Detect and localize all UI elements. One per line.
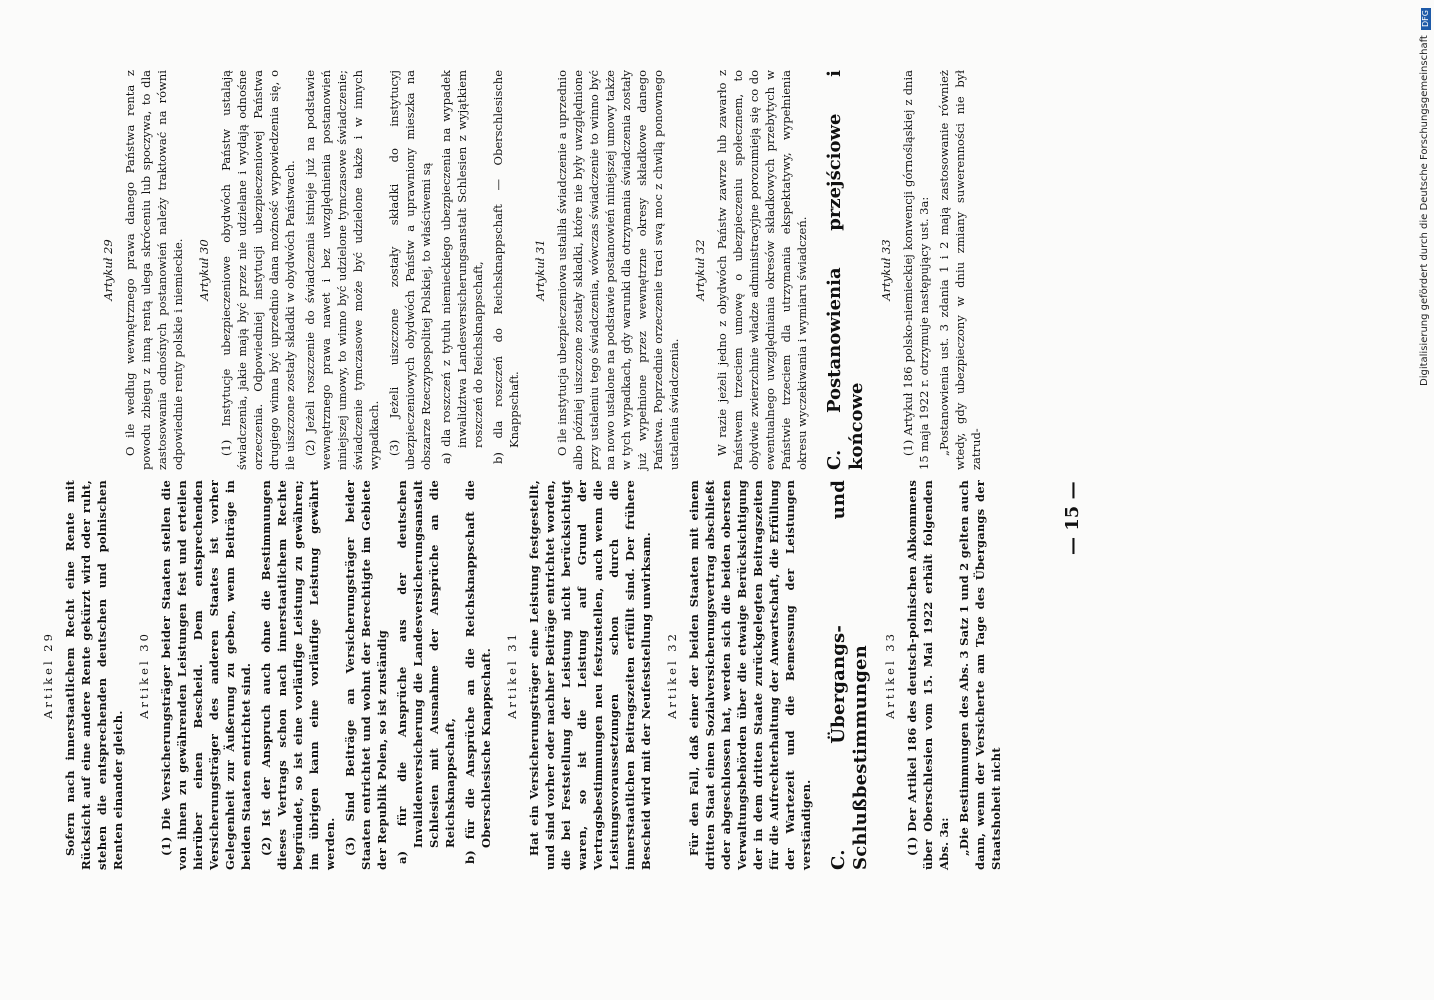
polish-article-30-title: Artykuł 30 (197, 239, 211, 301)
polish-article-30-para-2: (2) Jeżeli roszczenie do świadczenia istnieje już na podstawie wewnętrznego prawa nawet i bez uwzględnienia postanowień niniejszej umowy, to winno być udzielone tymczasowe świadczenie; świadczenie tymczasowe może być udzielone także i w innych wypadkach. (303, 70, 381, 470)
german-article-33-quote: „Die Bestimmungen des Abs. 3 Satz 1 und 2 gelten auch dann, wenn der Versicherte am Tage des Übergangs der Staatshoheit nicht (957, 480, 1003, 870)
german-article-30-para-1: (1) Die Versicherungsträger beider Staaten stellen die von ihnen zu gewährenden Leistungen fest und erteilen hierüber einen Bescheid. Dem entsprechenden Versicherungsträger des anderen Staates ist vorher Gelegenheit zur Äußerung zu geben, wenn Beiträge in beiden Staaten entrichtet sind. (159, 480, 253, 870)
polish-article-30-para-3: (3) Jeżeli uiszczone zostały składki do instytucyj ubezpieczeniowych obydwóch Państw a uprawniony mieszka na obszarze Rzeczypospolitej Polskiej, to właściwemi są (387, 70, 433, 470)
german-article-33-text: (1) Der Artikel 186 des deutsch-polnischen Abkommens über Oberschlesien vom 15. Mai 1922 erhält folgenden Abs. 3a: (905, 480, 951, 870)
german-article-29-title: Artikel 29 (41, 631, 55, 719)
polish-article-33-quote: „Postanowienia ust. 3 zdania 1 i 2 mają zastosowanie również wtedy, gdy ubezpieczony w dniu zmiany suwerenności nie był zatrud- (937, 70, 983, 470)
polish-article-29-text: O ile według wewnętrznego prawa danego Państwa renta z powodu zbiegu z inną rentą ulega skróceniu lub spoczywa, to dla zastosowania odnośnych postanowień należy traktować na równi odpowiednie renty polskie i niemieckie. (123, 70, 185, 470)
german-article-30-item-b: b) für die Ansprüche an die Reichsknappschaft die Oberschlesische Knappschaft. (463, 480, 493, 864)
polish-article-32-text: W razie jeżeli jedno z obydwóch Państw zawrze lub zawarło z Państwem trzeciem umowę o ubezpieczeniu społecznem, to obydwie zwierzchnie władze administracyjne porozumieją się co do ewentualnego uwzględniania okresów składkowych przebytych w Państwie trzeciem dla utrzymania ekspektatywy, wypełnienia okresu wyczekiwania i wymiaru świadczeń. (715, 70, 809, 470)
german-column (30, 480, 1008, 870)
dfg-logo-icon: DFG (1421, 8, 1431, 30)
german-article-30-item-a: a) für die Ansprüche aus der deutschen Invalidenversicherung die Landesversicherungsanstalt Schlesien mit Ausnahme der Ansprüche an die Reichsknappschaft, (395, 480, 457, 864)
german-article-29-text: Sofern nach innerstaatlichem Recht eine Rente mit Rücksicht auf eine andere Rente gekürzt wird oder ruht, stehen die entsprechenden deutschen und polnischen Renten einander gleich. (63, 480, 125, 870)
german-article-32-title: Artikel 32 (665, 631, 679, 719)
polish-article-30-item-b: b) dla roszczeń do Reichsknappschaft — Oberschlesische Knappschaft. (491, 70, 521, 464)
german-section-c-heading: C. Übergangs- und Schlußbestimmungen (828, 480, 871, 870)
polish-article-33-text: (1) Artykuł 186 polsko-niemieckiej konwencji górnośląskiej z dnia 15 maja 1922 r. otrzymuje następujący ust. 3a: (901, 70, 931, 470)
polish-article-33-title: Artykuł 33 (879, 239, 893, 301)
german-article-30-para-3: (3) Sind Beiträge an Versicherungsträger beider Staaten entrichtet und wohnt der Berechtigte im Gebiete der Republik Polen, so ist zuständig (343, 480, 389, 870)
polish-section-c-heading: C. Postanowienia przejściowe i końcowe (824, 70, 867, 470)
german-article-30-title: Artikel 30 (137, 631, 151, 719)
german-article-32-text: Für den Fall, daß einer der beiden Staaten mit einem dritten Staat einen Sozialversicherungsvertrag abschließt oder abgeschlossen hat, werden sich die beiden obersten Verwaltungsbehörden über die etwaige Berücksichtigung der in dem dritten Staate zurückgelegten Beitragszeiten für die Aufrechterhaltung der Anwartschaft, die Erfüllung der Wartezeit und die Bemessung der Leistungen verständigen. (687, 480, 813, 870)
polish-article-29-title: Artykuł 29 (101, 239, 115, 301)
page-number: — 15 — (1062, 481, 1083, 555)
polish-article-30-item-a: a) dla roszczeń z tytułu niemieckiego ubezpieczenia na wypadek inwalidztwa Landesversicherungsanstalt Schlesien z wyjątkiem roszczeń do Reichsknappschaft, (439, 70, 485, 464)
polish-article-31-title: Artykuł 31 (533, 239, 547, 301)
polish-article-31-text: O ile instytucja ubezpieczeniowa ustaliła świadczenie a uprzednio albo później uiszczone zostały składki, które nie były uwzględnione przy ustaleniu tego świadczenia, wówczas świadczenie to winno być na nowo ustalone na podstawie postanowień niniejszej umowy także w tych wypadkach, gdy warunki dla otrzymania świadczenia zostały już wypełnione przez wewnętrzne okresy składkowe danego Państwa. Poprzednie orzeczenie traci swą moc z chwilą ponownego ustalenia świadczenia. (555, 70, 681, 470)
german-article-31-text: Hat ein Versicherungsträger eine Leistung festgestellt, und sind vorher oder nachher Beiträge entrichtet worden, die bei Feststellung der Leistung nicht berücksichtigt waren, so ist die Leistung auf Grund der Vertragsbestimmungen neu festzustellen, auch wenn die Leistungsvoraussetzungen schon durch die innerstaatlichen Beitragszeiten erfüllt sind. Der frühere Bescheid wird mit der Neufeststellung unwirksam. (527, 480, 653, 870)
polish-column (90, 70, 988, 470)
digitization-credit (1418, 6, 1434, 386)
polish-article-30-para-1: (1) Instytucje ubezpieczeniowe obydwóch Państw ustalają świadczenia, jakie mają być przez nie udzielane i wydają odnośne orzeczenia. Odpowiedniej instytucji ubezpieczeniowej Państwa drugiego winna być uprzednio dana możność wypowiedzenia się, o ile uiszczone zostały składki w obydwóch Państwach. (219, 70, 297, 470)
digitization-credit-text: Digitalisierung gefördert durch die Deutsche Forschungsgemeinschaft (1419, 35, 1430, 386)
polish-article-32-title: Artykuł 32 (693, 239, 707, 301)
german-article-33-title: Artikel 33 (883, 631, 897, 719)
german-article-31-title: Artikel 31 (505, 631, 519, 719)
german-article-30-para-2: (2) Ist der Anspruch auch ohne die Bestimmungen dieses Vertrags schon nach innerstaatlichem Rechte begründet, so ist eine vorläufige Leistung zu gewähren; im übrigen kann eine vorläufige Leistung gewährt werden. (259, 480, 337, 870)
